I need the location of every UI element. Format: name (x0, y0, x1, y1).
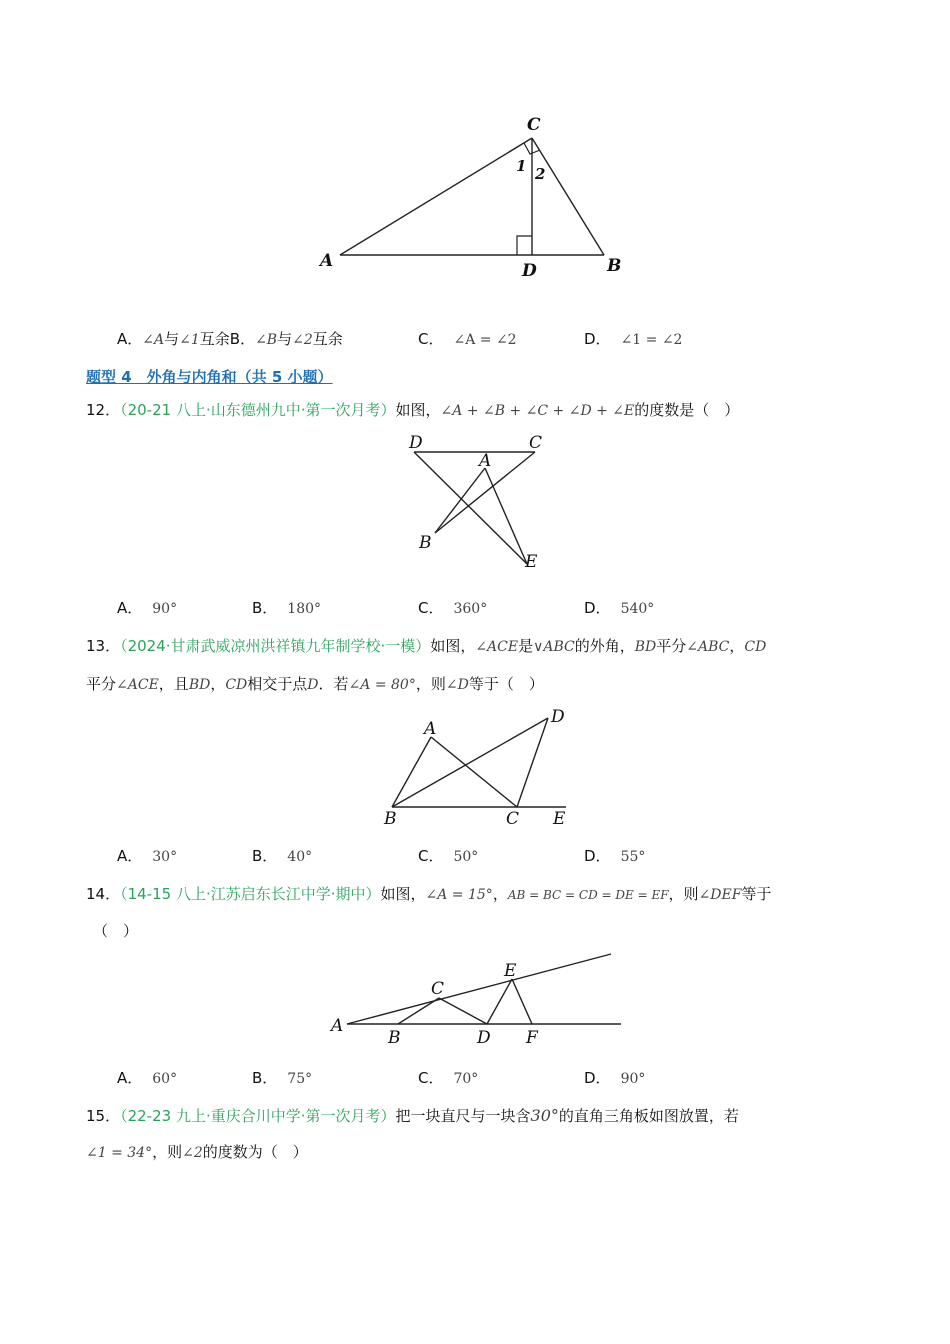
option-value: 40° (287, 849, 313, 865)
label-C: C (529, 433, 543, 453)
option-label: A． (117, 599, 143, 617)
q13-option-d[interactable] (584, 846, 645, 867)
math: ∠2 (182, 1145, 203, 1161)
question-text: 相交于点 (247, 675, 308, 693)
question-text: ．若 (318, 675, 349, 693)
label-A: A (331, 1016, 344, 1036)
option-label: C． (418, 330, 444, 348)
question-text: 的外角， (574, 637, 635, 655)
question-number: 12． (86, 401, 121, 419)
question-text: ，则 (415, 675, 446, 693)
question-text: ， (729, 637, 745, 655)
question-text: 的度数为（ ） (202, 1143, 308, 1161)
option-label: B． (252, 847, 278, 865)
option-value: 360° (453, 601, 488, 617)
question-number: 15． (86, 1107, 121, 1125)
math: ∠D (445, 677, 469, 693)
label-D: D (522, 261, 537, 281)
question-text: 平分 (86, 675, 117, 693)
math: ∠DEF (698, 887, 742, 903)
option-label: D． (584, 330, 611, 348)
label-B: B (388, 1028, 401, 1048)
label-angle-1: 1 (516, 157, 527, 175)
label-B: B (419, 533, 432, 553)
q11-option-d[interactable] (584, 329, 682, 350)
option-text: 互余 (199, 330, 230, 348)
option-label: A． (117, 1069, 143, 1087)
label-B: B (607, 256, 622, 276)
math: BD (634, 639, 657, 655)
segment-BC (398, 998, 439, 1024)
math-angle-A: ∠A (142, 332, 165, 348)
figure-q14 (325, 945, 625, 1050)
option-value: 75° (287, 1071, 313, 1087)
math-angle-1: ∠1 (179, 332, 200, 348)
q13-option-c[interactable] (418, 846, 478, 867)
label-C: C (527, 115, 541, 135)
q14-option-d[interactable] (584, 1068, 645, 1089)
question-source: （22-23 九上·重庆合川中学·第一次月考） (120, 1107, 396, 1125)
q11-option-c[interactable] (418, 329, 517, 350)
option-text: 与 (164, 330, 180, 348)
option-value: 180° (287, 601, 322, 617)
option-label: D． (584, 847, 611, 865)
option-label: B． (229, 330, 256, 348)
label-C: C (506, 809, 520, 829)
question-text: ，则 (668, 885, 699, 903)
math: 30° (530, 1106, 559, 1125)
math: CD (225, 677, 248, 693)
option-value: ∠A = ∠2 (453, 332, 517, 348)
math: ∠ACE (116, 677, 159, 693)
q12-option-d[interactable] (584, 598, 654, 619)
q15-stem-line1 (86, 1106, 739, 1126)
question-text: ， (492, 885, 508, 903)
question-number: 13． (86, 637, 121, 655)
question-source: （2024·甘肃武威凉州洪祥镇九年制学校·一模） (120, 637, 431, 655)
math: CD (744, 639, 767, 655)
question-number: 14． (86, 885, 121, 903)
option-label: B． (252, 599, 278, 617)
option-value: 60° (152, 1071, 178, 1087)
math-expression: ∠A + ∠B + ∠C + ∠D + ∠E (440, 403, 635, 419)
q14-stem-line1 (86, 884, 771, 905)
question-text: 的直角三角板如图放置，若 (558, 1107, 739, 1125)
q13-option-b[interactable] (252, 846, 312, 867)
math: ∠A = 15° (425, 887, 493, 903)
math: ∨ABC (533, 639, 575, 655)
option-text: 互余 (312, 330, 343, 348)
q12-option-a[interactable] (117, 598, 177, 619)
label-A: A (424, 719, 437, 739)
math: ∠ABC (686, 639, 730, 655)
q13-stem-line1 (86, 636, 766, 657)
segment-AC (431, 737, 517, 807)
question-text: 是 (518, 637, 534, 655)
question-text: 如图， (395, 401, 441, 419)
question-text: ，且 (158, 675, 189, 693)
question-text: 等于 (741, 885, 772, 903)
q12-option-b[interactable] (252, 598, 321, 619)
segment-BD (392, 718, 548, 807)
figure-q11 (300, 105, 660, 290)
label-D: D (551, 707, 565, 727)
label-D: D (409, 433, 423, 453)
math-angle-2: ∠2 (292, 332, 313, 348)
option-value: 90° (152, 601, 178, 617)
option-label: A． (117, 847, 143, 865)
option-value: 70° (453, 1071, 479, 1087)
math: D (307, 677, 319, 693)
option-label: C． (418, 599, 444, 617)
question-text: 平分 (656, 637, 687, 655)
q14-stem-line2: （ ） (93, 922, 139, 940)
option-label: C． (418, 847, 444, 865)
question-text: 如图， (380, 885, 426, 903)
ray-AE (347, 954, 611, 1024)
option-value: 55° (620, 849, 646, 865)
question-source: （20-21 八上·山东德州九中·第一次月考） (120, 401, 396, 419)
option-value: 50° (453, 849, 479, 865)
label-B: B (384, 809, 397, 829)
question-text: 把一块直尺与一块含 (395, 1107, 531, 1125)
figure-q13 (375, 700, 585, 830)
q14-option-a[interactable] (117, 1068, 177, 1089)
figure-q12 (400, 428, 560, 578)
segment-CD (517, 718, 548, 807)
option-label: C． (418, 1069, 444, 1087)
label-E: E (504, 961, 517, 981)
question-text: 的度数是（ ） (634, 401, 740, 419)
math: ∠ACE (475, 639, 519, 655)
q13-stem-line2 (86, 674, 544, 695)
question-text: ， (210, 675, 226, 693)
segment-CD (439, 998, 487, 1024)
segment-AC (340, 138, 532, 255)
option-value: 90° (620, 1071, 646, 1087)
option-value: 540° (620, 601, 655, 617)
label-D: D (477, 1028, 491, 1048)
label-angle-2: 2 (535, 165, 546, 183)
option-text: 与 (277, 330, 293, 348)
label-C: C (431, 979, 445, 999)
section-heading: 题型 4 外角与内角和（共 5 小题） (86, 368, 333, 386)
label-A: A (320, 251, 334, 271)
q13-option-a[interactable] (117, 846, 177, 867)
segment-AB (435, 468, 485, 533)
label-A: A (479, 451, 492, 471)
math: BD (188, 677, 211, 693)
right-angle-mark-D (517, 236, 532, 255)
q15-stem-line2 (86, 1142, 308, 1163)
option-label: A． (117, 330, 143, 348)
segment-AE (485, 468, 527, 564)
math-angle-B: ∠B (255, 332, 278, 348)
label-E: E (553, 809, 566, 829)
option-label: D． (584, 599, 611, 617)
question-source: （14-15 八上·江苏启东长江中学·期中） (120, 885, 381, 903)
q14-option-b[interactable] (252, 1068, 312, 1089)
label-E: E (525, 552, 538, 572)
q12-stem (86, 400, 739, 421)
option-label: B． (252, 1069, 278, 1087)
question-text: 如图， (430, 637, 476, 655)
q14-option-c[interactable] (418, 1068, 478, 1089)
option-value: 30° (152, 849, 178, 865)
question-text: ，则 (152, 1143, 183, 1161)
q11-option-a[interactable] (117, 329, 343, 350)
math: ∠A = 80° (348, 677, 416, 693)
segment-CB (532, 138, 604, 255)
label-F: F (526, 1028, 538, 1048)
q12-option-c[interactable] (418, 598, 487, 619)
segment-EF (512, 979, 532, 1024)
math: AB = BC = CD = DE = EF (507, 888, 669, 902)
question-text: 等于（ ） (468, 675, 544, 693)
option-label: D． (584, 1069, 611, 1087)
option-value: ∠1 = ∠2 (620, 332, 683, 348)
math: ∠1 = 34° (86, 1145, 153, 1161)
